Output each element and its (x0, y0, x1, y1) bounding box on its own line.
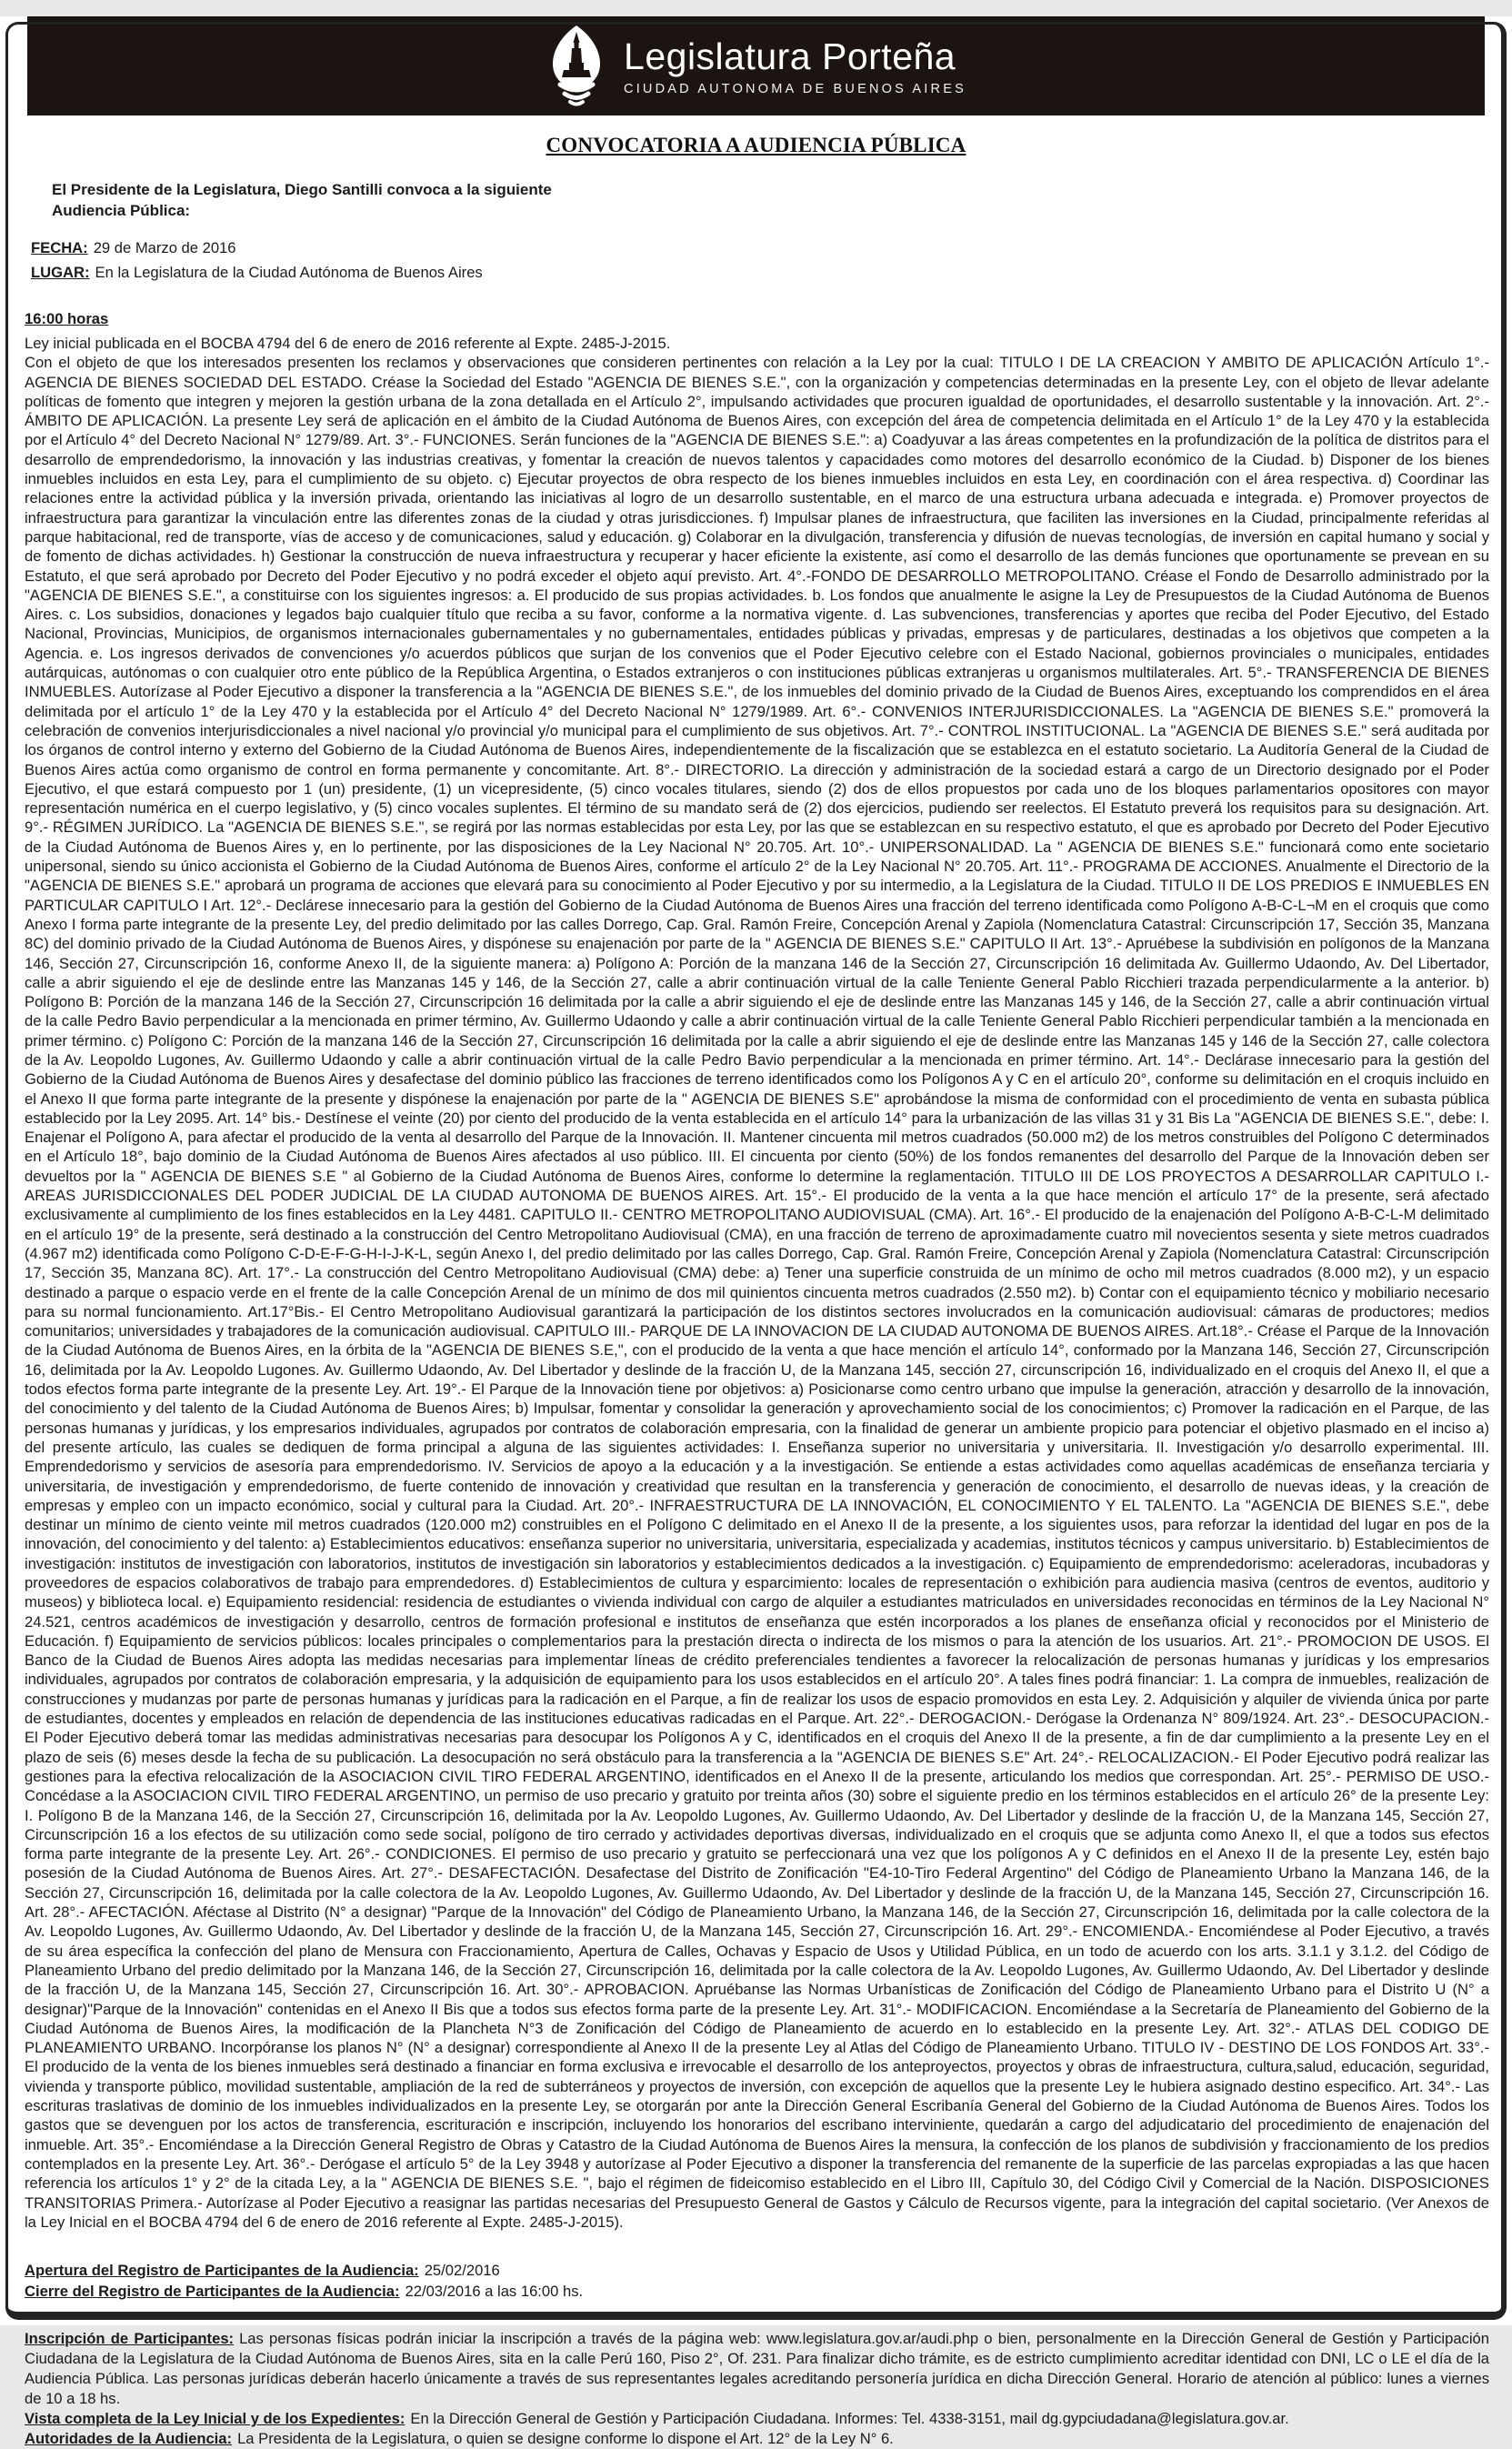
lugar-value: En la Legislatura de la Ciudad Autónoma de Buenos Aires (95, 264, 483, 281)
ley-inicial-line: Ley inicial publicada en el BOCBA 4794 del 6 de enero de 2016 referente al Expte. 2485-J-2015. (25, 335, 671, 352)
autoridades-label: Autoridades de la Audiencia: (25, 2430, 233, 2448)
hora-label: 16:00 horas (25, 310, 109, 327)
apertura-value: 25/02/2016 (424, 2262, 500, 2280)
inscripcion-paragraph (25, 2329, 1489, 2409)
intro-text: El Presidente de la Legislatura, Diego Santilli convoca a la siguiente Audiencia Pública: (52, 181, 552, 219)
fecha-label: FECHA: (31, 239, 88, 256)
header-band (27, 16, 1485, 115)
apertura-label: Apertura del Registro de Participantes de la Audiencia: (25, 2262, 419, 2280)
inscripcion-label: Inscripción de Participantes: (25, 2330, 235, 2348)
document-page (0, 16, 1512, 2448)
brand-subtitle: CIUDAD AUTONOMA DE BUENOS AIRES (624, 81, 966, 96)
law-body-text: Con el objeto de que los interesados presenten los reclamos y observaciones que consideren pertinentes con relación a la Ley por la cual: TITULO I DE LA CREACION Y AMBITO DE APLICACIÓN Artículo 1°.- AGENCIA DE BIENES SOCIEDAD DEL ESTADO. Créase la Sociedad del Estado "AGENCIA DE BIENES S.E.", con la organización y competencias determinadas en la presente Ley, con el objeto de llevar adelante políticas de fomento que integren y mejoren la gestión urbana de la zona detallada en el Artículo 2°, impulsando actividades que procuren igualdad de oportunidades, el desarrollo sustentable y la innovación. Art. 2°.- ÁMBITO DE APLICACIÓN. La presente Ley será de aplicación en el ámbito de la Ciudad Autónoma de Buenos Aires, con excepción del área de competencia delimitada en el Artículo 1° de la Ley 470 y la establecida por el Artículo 4° del Decreto Nacional N° 1279/89. Art. 3°.- FUNCIONES. Serán funciones de la "AGENCIA DE BIENES S.E.": a) Coadyuvar a las áreas competentes en la profundización de la política de distritos para el desarrollo de emprendedorismo, la innovación y las industrias creativas, y fomentar la creación de nuevos talentos y capacidades como motores del desarrollo económico de la Ciudad. b) Disponer de los bienes inmuebles incluidos en esta Ley, para el cumplimiento de su objeto. c) Ejecutar proyectos de obra respecto de los bienes inmuebles incluidos en esta Ley, en coordinación con el área respectiva. d) Coordinar las relaciones entre la actividad pública y la inversión privada, orientando las iniciativas al logro de un desarrollo sustentable, en el marco de una estructura urbana adecuada e integrada. e) Promover proyectos de infraestructura para garantizar la vinculación entre las diferentes zonas de la ciudad y otras jurisdicciones. f) Impulsar planes de infraestructura, que faciliten las inversiones en la Ciudad, principalmente referidas al parque habitacional, red de transporte, vías de acceso y de comunicaciones, salud y educación. g) Colaborar en la divulgación, transferencia y difusión de nuevas tecnologías, de inversión en capital humano y social y de fomento de dichas actividades. h) Gestionar la construcción de nueva infraestructura y recuperar y hacer eficiente la existente, así como el desarrollo de las demás funciones que oportunamente se prevean en su Estatuto, el que será aprobado por Decreto del Poder Ejecutivo y no podrá exceder el objeto aquí previsto. Art. 4°.-FONDO DE DESARROLLO METROPOLITANO. Créase el Fondo de Desarrollo administrado por la "AGENCIA DE BIENES S.E.", a constituirse con los siguientes ingresos: a. El producido de sus propias actividades. b. Los fondos que anualmente le asigne la Ley de Presupuestos de la Ciudad Autónoma de Buenos Aires. c. Los subsidios, donaciones y legados bajo cualquier título que reciba a su favor, conforme a la normativa vigente. d. Las subvenciones, transferencias y aportes que reciba del Poder Ejecutivo, del Estado Nacional, Provincias, Municipios, de organismos internacionales gubernamentales y no gubernamentales, entidades públicas y privadas, empresas y de particulares, destinadas a los objetivos que competen a la Agencia. e. Los ingresos derivados de convenciones y/o acuerdos públicos que surjan de los convenios que el Poder Ejecutivo celebre con el Estado Nacional, gobiernos provinciales o municipales, entidades autárquicas, autónomas o con cualquier otro ente público de la República Argentina, o Estados extranjeros o con instituciones públicas extranjeras u organismos multilaterales. Art. 5°.- TRANSFERENCIA DE BIENES INMUEBLES. Autorízase al Poder Ejecutivo a disponer la transferencia a la "AGENCIA DE BIENES S.E.", de los inmuebles del dominio privado de la Ciudad de Buenos Aires, exceptuando los comprendidos en el área delimitada por el artículo 1° de la Ley 470 y la establecida por el Artículo 4° del Decreto Nacional N° 1279/1989. Art. 6°.- CONVENIOS INTERJURISDICCIONALES. La "AGENCIA DE BIENES S.E." promoverá la celebración de convenios interjurisdiccionales a nivel nacional y/o provincial y/o municipal para el cumplimiento de sus objetivos. Art. 7°.- CONTROL INSTITUCIONAL. La "AGENCIA DE BIENES S.E." será auditada por los órganos de control interno y externo del Gobierno de la Ciudad Autónoma de Buenos Aires, independientemente de la fiscalización que se establezca en el estatuto societario. La Auditoría General de la Ciudad de Buenos Aires actúa como organismo de control en forma permanente y concomitante. Art. 8°.- DIRECTORIO. La dirección y administración de la sociedad estará a cargo de un Directorio designado por el Poder Ejecutivo, el que estará compuesto por 1 (un) presidente, (1) un vicepresidente, (5) cinco vocales titulares, siendo (2) dos de ellos propuestos por cada uno de los bloques parlamentarios opositores con mayor representación numérica en el cuerpo legislativo, y (5) cinco vocales suplentes. El término de su mandato será de (2) dos ejercicios, pudiendo ser reelectos. El Estatuto preverá los requisitos para su designación. Art. 9°.- RÉGIMEN JURÍDICO. La "AGENCIA DE BIENES S.E.", se regirá por las normas establecidas por esta Ley, por las que se establezcan en su respectivo estatuto, el que es aprobado por Decreto del Poder Ejecutivo de la Ciudad Autónoma de Buenos Aires y, en lo pertinente, por las disposiciones de la Ley Nacional N° 20.705. Art. 10°.- UNIPERSONALIDAD. La " AGENCIA DE BIENES S.E." funcionará como ente societario unipersonal, siendo su único accionista el Gobierno de la Ciudad Autónoma de Buenos Aires, conforme el artículo 2° de la Ley Nacional N° 20.705. Art. 11°.- PROGRAMA DE ACCIONES. Anualmente el Directorio de la "AGENCIA DE BIENES S.E." aprobará un programa de acciones que elevará para su conocimiento al Poder Ejecutivo y por su intermedio, a la Legislatura de la Ciudad. TITULO II DE LOS PREDIOS E INMUEBLES EN PARTICULAR CAPITULO I Art. 12°.- Declárese innecesario para la gestión del Gobierno de la Ciudad Autónoma de Buenos Aires una fracción del terreno identificada como Polígono A-B-C-L¬M en el croquis que como Anexo I forma parte integrante de la presente Ley, del predio delimitado por las calles Dorrego, Cap. Gral. Ramón Freire, Concepción Arenal y Zapiola (Nomenclatura Catastral: Circunscripción 17, Sección 35, Manzana 8C) del dominio privado de la Ciudad Autónoma de Buenos Aires, y dispónese su enajenación por parte de la " AGENCIA DE BIENES S.E." CAPITULO II Art. 13°.- Apruébese la subdivisión en polígonos de la Manzana 146, Sección 27, Circunscripción 16, conforme Anexo II, de la siguiente manera: a) Polígono A: Porción de la manzana 146 de la Sección 27, Circunscripción 16 delimitada Av. Guillermo Udaondo, Av. Del Libertador, calle a abrir siguiendo el eje de deslinde entre las Manzanas 145 y 146, de la Sección 27, calle a abrir continuación virtual de la calle Teniente General Pablo Ricchieri trazada perpendicularmente a la anterior. b) Polígono B: Porción de la manzana 146 de la Sección 27, Circunscripción 16 delimitada por la calle a abrir siguiendo el eje de deslinde entre las Manzanas 145 y 146, de la Sección 27, calle a abrir continuación virtual de la calle Pedro Bavio perpendicular a la mencionada en primer término, Av. Guillermo Udaondo y calle a abrir continuación virtual de la calle Teniente General Pablo Ricchieri perpendicular también a la mencionada en primer término. c) Polígono C: Porción de la manzana 146 de la Sección 27, Circunscripción 16 delimitada por la calle a abrir siguiendo el eje de deslinde entre las Manzanas 145 y 146 de la Sección 27, calle colectora de la Av. Leopoldo Lugones, Av. Guillermo Udaondo y calle a abrir continuación virtual de la calle Pedro Bavio perpendicular a la mencionada en primer término. Art. 14°.- Declárase innecesario para la gestión del Gobierno de la Ciudad Autónoma de Buenos Aires y desafectase del dominio público las fracciones de terreno identificados como los Polígonos A y C en el artículo 20°, conforme su delimitación en el croquis incluido en el Anexo II que forma parte integrante de la presente y dispónese la enajenación por parte de la " AGENCIA DE BIENES S.E" aprobándose la misma de conformidad con el procedimiento de venta en subasta pública establecido por la Ley 2095. Art. 14° bis.- Destínese el veinte (20) por ciento del producido de la venta establecida en el artículo 14° para la urbanización de las villas 31 y 31 Bis La "AGENCIA DE BIENES S.E.", debe: I. Enajenar el Polígono A, para afectar el producido de la venta al desarrollo del Parque de la Innovación. II. Mantener cincuenta mil metros cuadrados (50.000 m2) de los metros construibles del Polígono C determinados en el Artículo 18°, bajo dominio de la Ciudad Autónoma de Buenos Aires afectados al uso público. III. El cincuenta por ciento (50%) de los fondos remanentes del desarrollo del Parque de la Innovación deben ser devueltos por la " AGENCIA DE BIENES S.E " al Gobierno de la Ciudad Autónoma de Buenos Aires, conforme lo determine la reglamentación. TITULO III DE LOS PROYECTOS A DESARROLLAR CAPITULO I.- AREAS JURISDICCIONALES DEL PODER JUDICIAL DE LA CIUDAD AUTONOMA DE BUENOS AIRES. Art. 15°.- El producido de la venta a la que hace mención el artículo 17° de la presente, será afectado exclusivamente al cumplimiento de los fines establecidos en la Ley 4481. CAPITULO II.- CENTRO METROPOLITANO AUDIOVISUAL (CMA). Art. 16°.- El producido de la enajenación del Polígono A-B-C-L-M delimitado en el artículo 19° de la presente, será destinado a la construcción del Centro Metropolitano Audiovisual (CMA), en una fracción de terreno de aproximadamente cuatro mil novecientos sesenta y siete metros cuadrados (4.967 m2) identificada como Polígono C-D-E-F-G-H-I-J-K-L, según Anexo I, del predio delimitado por las calles Dorrego, Cap. Gral. Ramón Freire, Concepción Arenal y Zapiola (Nomenclatura Catastral: Circunscripción 17, Sección 35, Manzana 8C). Art. 17°.- La construcción del Centro Metropolitano Audiovisual (CMA) debe: a) Tener una superficie construida de un mínimo de ocho mil metros cuadrados (8.000 m2), y un espacio destinado a parque o espacio verde en el frente de la calle Concepción Arenal de un mínimo de dos mil quinientos cincuenta metros cuadrados (2.550 m2). b) Contar con el equipamiento técnico y mobiliario necesario para su normal funcionamiento. Art.17°Bis.- El Centro Metropolitano Audiovisual garantizará la participación de los distintos sectores involucrados en la comunicación audiovisual: cámaras de productores; medios comunitarios; universidades y trabajadores de la comunicación audiovisual. CAPITULO III.- PARQUE DE LA INNOVACION DE LA CIUDAD AUTONOMA DE BUENOS AIRES. Art.18°.- Créase el Parque de la Innovación de la Ciudad Autónoma de Buenos Aires, en la órbita de la "AGENCIA DE BIENES S.E,", con el producido de la venta a que hace mención el artículo 14°, conformado por la Manzana 146, Sección 27, Circunscripción 16, delimitada por la Av. Leopoldo Lugones. Av. Guillermo Udaondo, Av. Del Libertador y deslinde de la fracción U, de la Manzana 145, sección 27, circunscripción 16, individualizado en el croquis del Anexo II, el que a todos efectos forma parte integrante de la presente Ley. Art. 19°.- El Parque de la Innovación tiene por objetivos: a) Posicionarse como centro urbano que impulse la generación, atracción y desarrollo de la innovación, del conocimiento y del talento de la Ciudad Autónoma de Buenos Aires; b) Impulsar, fomentar y consolidar la generación y aprovechamiento social de los conocimientos; c) Promover la radicación en el Parque, de las personas humanas y jurídicas, y los empresarios individuales, agrupados por contratos de colaboración empresaria, con la finalidad de generar un ambiente propicio para potenciar el objetivo plasmado en el inciso a) del presente artículo, las cuales se dediquen de forma principal a alguna de las siguientes actividades: I. Enseñanza superior no universitaria y universitaria. II. Investigación y/o desarrollo experimental. III. Emprendedorismo y servicios de asesoría para emprendedorismo. IV. Servicios de apoyo a la educación y a la investigación. Se entiende a estas actividades como aquellas académicas de enseñanza terciaria y universitaria, de investigación y emprendedorismo, de fuerte contenido de innovación y creatividad que resultan en la transferencia y generación de conocimiento, el desarrollo de nuevas ideas, y la creación de empresas y empleo con un impacto económico, social y cultural para la Ciudad. Art. 20°.- INFRAESTRUCTURA DE LA INNOVACIÓN, EL CONOCIMIENTO Y EL TALENTO. La "AGENCIA DE BIENES S.E.", debe destinar un mínimo de ciento veinte mil metros cuadrados (120.000 m2) construibles en el Polígono C delimitado en el Anexo II de la presente, a los siguientes usos, para reforzar la identidad del lugar en pos de la innovación, del conocimiento y del talento: a) Establecimientos educativos: enseñanza superior no universitaria, universitaria, especializada y academias, institutos técnicos y campus universitario. b) Establecimientos de investigación: institutos de investigación con laboratorios, institutos de investigación sin laboratorios y establecimientos dedicados a la investigación. c) Equipamiento de emprendedorismo: aceleradoras, incubadoras y proveedores de espacios colaborativos de trabajo para emprendedores. d) Establecimientos de cultura y esparcimiento: locales de representación o exhibición para audiencia masiva (centros de eventos, auditorio y museos) y biblioteca local. e) Equipamiento residencial: residencia de estudiantes o vivienda individual con cargo de alquiler a estudiantes matriculados en universidades reconocidas en términos de la Ley Nacional N° 24.521, centros académicos de investigación y desarrollo, centros de formación profesional e institutos de enseñanza que estén incorporados a los planes de enseñanza oficial y reconocidos por el Ministerio de Educación. f) Equipamiento de servicios públicos: locales principales o complementarios para la prestación directa o indirecta de los mismos o para la atención de los usuarios. Art. 21°.- PROMOCION DE USOS. El Banco de la Ciudad de Buenos Aires adopta las medidas necesarias para implementar líneas de crédito preferenciales tendientes a favorecer la relocalización de personas humanas y jurídicas y los empresarios individuales, agrupados por contratos de colaboración empresaria, y la adquisición de equipamiento para los usos establecidos en el artículo 20°. A tales fines podrá financiar: 1. La compra de inmuebles, realización de construcciones y mudanzas por parte de personas humanas y jurídicas para la radicación en el Parque, a fin de realizar los usos de espacio promovidos en esta Ley. 2. Adquisición y alquiler de vivienda única por parte de estudiantes, docentes y empleados en relación de dependencia de las instituciones educativas radicadas en el Parque. Art. 22°.- DEROGACION.- Derógase la Ordenanza N° 809/1924. Art. 23°.- DESOCUPACION.- El Poder Ejecutivo deberá tomar las medidas administrativas necesarias para desocupar los Polígonos A y C, identificados en el croquis del Anexo II de la presente, a fin de dar cumplimiento a la presente Ley en el plazo de seis (6) meses desde la fecha de su publicación. La desocupación no será obstáculo para la transferencia a la "AGENCIA DE BIENES S.E" Art. 24°.- RELOCALIZACION.- El Poder Ejecutivo podrá realizar las gestiones para la efectiva relocalización de la ASOCIACION CIVIL TIRO FEDERAL ARGENTINO, identificados en el Anexo II de la presente, articulando los medios que correspondan. Art. 25°.- PERMISO DE USO.- Concédase a la ASOCIACION CIVIL TIRO FEDERAL ARGENTINO, un permiso de uso precario y gratuito por treinta años (30) sobre el siguiente predio en los términos establecidos en el artículo 26° de la presente Ley: I. Polígono B de la Manzana 146, de la Sección 27, Circunscripción 16, delimitada por la Av. Leopoldo Lugones, Av. Guillermo Udaondo, Av. Del Libertador y deslinde de la fracción U, de la Manzana 145, Sección 27, Circunscripción 16 a los efectos de su utilización como sede social, polígono de tiro cerrado y actividades deportivas diversas, individualizado en el croquis que se adjunta como Anexo II, el que a todos sus efectos forma parte integrante de la presente Ley. Art. 26°.- CONDICIONES. El permiso de uso precario y gratuito se perfeccionará una vez que los polígonos A y C definidos en el Anexo II de la presente Ley, estén bajo posesión de la Ciudad Autónoma de Buenos Aires. Art. 27°.- DESAFECTACIÓN. Desafectase del Distrito de Zonificación "E4-10-Tiro Federal Argentino" del Código de Planeamiento Urbano la Manzana 146, de la Sección 27, Circunscripción 16, delimitada por la calle colectora de la Av. Leopoldo Lugones, Av. Guillermo Udaondo, Av. Del Libertador y deslinde de la fracción U, de la Manzana 145, Sección 27, Circunscripción 16. Art. 28°.- AFECTACIÓN. Aféctase al Distrito (N° a designar) "Parque de la Innovación" del Código de Planeamiento Urbano, la Manzana 146, de la Sección 27, Circunscripción 16, delimitada por la calle colectora de la Av. Leopoldo Lugones, Av. Guillermo Udaondo, Av. Del Libertador y deslinde de la fracción U, de la Manzana 145, Sección 27, Circunscripción 16. Art. 29°.- ENCOMIENDA.- Encomiéndese al Poder Ejecutivo, a través de su área específica la confección del plano de Mensura con Fraccionamiento, Apertura de Calles, Ochavas y Espacio de Usos y Utilidad Pública, en un todo de acuerdo con los arts. 3.1.1 y 3.1.2. del Código de Planeamiento Urbano del predio delimitado por la Manzana 146, de la Sección 27, Circunscripción 16, delimitada por la calle colectora de la Av. Leopoldo Lugones, Av. Guillermo Udaondo, Av. Del Libertador y deslinde de la fracción U, de la Manzana 145, Sección 27, Circunscripción 16. Art. 30°.- APROBACION. Apruébanse las Normas Urbanísticas de Zonificación del Código de Planeamiento Urbano para el Distrito U (N° a designar)"Parque de la Innovación" contenidas en el Anexo II Bis que a todos sus efectos forma parte de la presente Ley. Art. 31°.- MODIFICACION. Encomiéndase a la Secretaría de Planeamiento del Gobierno de la Ciudad Autónoma de Buenos Aires, la modificación de la Plancheta N°3 de Zonificación del Código de Planeamiento de acuerdo en lo establecido en la presente Ley. Art. 32°.- ATLAS DEL CODIGO DE PLANEAMIENTO URBANO. Incorpóranse los planos N° (N° a designar) correspondiente al Anexo II de la presente Ley al Atlas del Código de Planeamiento Urbano. TITULO IV - DESTINO DE LOS FONDOS Art. 33°.- El producido de la venta de los bienes inmuebles será destinado a financiar en forma exclusiva e irrevocable el desarrollo de los anteproyectos, proyectos y obras de infraestructura, cultura,salud, educación, seguridad, vivienda y transporte público, movilidad sustentable, ampliación de la red de subterráneos y proyectos de inversión, con excepción de aquellos que la presente Ley le hubiera asignado destino especifico. Art. 34°.- Las escrituras traslativas de dominio de los inmuebles individualizados en la presente Ley, se otorgarán por ante la Dirección General Escribanía General del Gobierno de la Ciudad Autónoma de Buenos Aires. Todos los gastos que se devenguen por los actos de transferencia, escrituración e inscripción, incluyendo los honorarios del escribano interviniente, quedarán a cargo del adjudicatario del procedimiento de enajenación del inmueble. Art. 35°.- Encomiéndase a la Dirección General Registro de Obras y Catastro de la Ciudad Autónoma de Buenos Aires la mensura, la confección de los planos de subdivisión y fraccionamiento de los predios contemplados en la presente Ley. Art. 36°.- Derógase el artículo 5° de la Ley 3948 y autorízase al Poder Ejecutivo a disponer la transferencia del remanente de la superficie de las parcelas expropiadas a las que hacen referencia los artículos 1° y 2° de la citada Ley, a la " AGENCIA DE BIENES S.E. ", bajo el régimen de fideicomiso establecido en el Libro III, Capítulo 30, del Código Civil y Comercial de la Nación. DISPOSICIONES TRANSITORIAS Primera.- Autorízase al Poder Ejecutivo a reasignar las partidas necesarias del Presupuesto General de Gastos y Cálculo de Recursos vigente, para la integración del capital societario. (Ver Anexos de la Ley Inicial en el BOCBA 4794 del 6 de enero de 2016 referente al Expte. 2485-J-2015). (25, 354, 1489, 2231)
lugar-line (31, 262, 1512, 283)
inscripcion-text: Las personas físicas podrán iniciar la inscripción a través de la página web: www.legislatura.gov.ar/audi.php o bien, personalmente en la Dirección General de Gestión y Participación Ciudadana de la Legislatura de la Ciudad Autónoma de Buenos Aires, sita en la calle Perú 160, Piso 2°, Of. 231. Para finalizar dicho trámite, es de estricto cumplimiento acreditar identidad con DNI, LC o LE el día de la Audiencia Pública. Las personas jurídicas deberán hacerlo únicamente a través de sus representantes legales acreditando personería jurídica en dicha Dirección General. Horario de atención al público: lunes a viernes de 10 a 18 hs. (25, 2330, 1490, 2408)
vista-label: Vista completa de la Ley Inicial y de los Expedientes: (25, 2410, 406, 2428)
cierre-value: 22/03/2016 a las 16:00 hs. (405, 2282, 584, 2300)
title-row (0, 134, 1512, 157)
brand-text (624, 36, 966, 96)
legislatura-tower-icon (546, 25, 607, 108)
cierre-label: Cierre del Registro de Participantes de la Audiencia: (25, 2282, 400, 2300)
vista-text: En la Dirección General de Gestión y Participación Ciudadana. Informes: Tel. 4338-3151, mail dg.gypciudadana@legislatura.gov.ar. (410, 2410, 1289, 2428)
brand-lockup (546, 25, 966, 108)
cierre-line (25, 2282, 1512, 2303)
brand-title: Legislatura Porteña (624, 35, 956, 77)
page-title: CONVOCATORIA A AUDIENCIA PÚBLICA (546, 134, 966, 156)
fecha-value: 29 de Marzo de 2016 (93, 239, 236, 256)
autoridades-paragraph (25, 2429, 1489, 2449)
fecha-line (31, 237, 1512, 258)
autoridades-text: La Presidenta de la Legislatura, o quien se designe conforme lo dispone el Art. 12° de la Ley N° 6. (237, 2430, 894, 2448)
vista-paragraph (25, 2409, 1489, 2429)
apertura-line (25, 2261, 1512, 2282)
lugar-label: LUGAR: (31, 264, 90, 281)
